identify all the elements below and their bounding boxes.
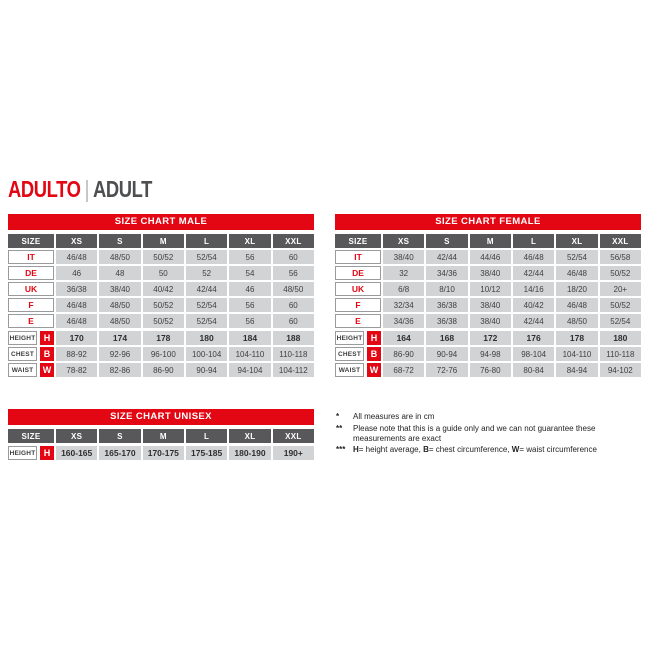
country-label: F [335,298,381,312]
size-value-cell: 48/50 [556,314,597,328]
footnote-key: H [353,445,359,455]
column-header-s: S [99,234,140,248]
column-header-l: L [186,234,227,248]
size-value-cell: 46/48 [556,266,597,280]
size-value-cell: 48 [99,266,140,280]
measurement-value-cell: 94-102 [600,363,641,377]
size-value-cell: 50/52 [143,250,184,264]
footnote [336,445,644,455]
size-value-cell: 20+ [600,282,641,296]
chart-title: SIZE CHART MALE [8,214,314,230]
measurement-value-cell: 170 [56,331,97,345]
country-label: UK [335,282,381,296]
measurement-value-cell: 180-190 [229,446,270,460]
size-value-cell: 38/40 [470,298,511,312]
measurement-row [8,331,314,345]
column-header-xxl: XXL [600,234,641,248]
measurement-value-cell: 90-94 [186,363,227,377]
measurement-label: WAIST [8,363,37,377]
column-header-m: M [143,234,184,248]
measurement-row [8,363,314,377]
footnote-text [353,445,644,455]
size-value-cell: 50/52 [600,298,641,312]
country-size-row [8,266,314,280]
footnote-marker: * [336,412,340,421]
footnote-segment: = chest circumference, [428,445,512,455]
measurement-key-badge: W [367,363,381,377]
size-value-cell: 46/48 [556,298,597,312]
footnote-text [353,424,644,444]
measurement-value-cell: 92-96 [99,347,140,361]
measurement-value-cell: 164 [383,331,424,345]
size-value-cell: 50 [143,266,184,280]
footnote-text [353,412,644,422]
measurement-value-cell: 72-76 [426,363,467,377]
country-label: DE [8,266,54,280]
footnote [336,424,644,444]
column-header-s: S [426,234,467,248]
measurement-key-badge: B [40,347,54,361]
country-label: DE [335,266,381,280]
measurement-value-cell: 104-110 [556,347,597,361]
measurement-label: CHEST [8,347,37,361]
measurement-value-cell: 184 [229,331,270,345]
size-value-cell: 50/52 [600,266,641,280]
column-header-xl: XL [556,234,597,248]
measurement-value-cell: 160-165 [56,446,97,460]
column-header-m: M [143,429,184,443]
measurement-value-cell: 104-110 [229,347,270,361]
column-header-xxl: XXL [273,429,314,443]
size-chart-female-table [335,214,641,379]
page-title [8,178,152,201]
measurement-key-badge: B [367,347,381,361]
size-value-cell: 38/40 [99,282,140,296]
title-adult: ADULT [92,176,152,202]
size-value-cell: 48/50 [99,250,140,264]
size-value-cell: 56/58 [600,250,641,264]
size-value-cell: 10/12 [470,282,511,296]
measurement-key-badge: H [40,446,54,460]
size-value-cell: 46 [56,266,97,280]
size-column-header: SIZE [8,429,54,443]
measurement-value-cell: 176 [513,331,554,345]
size-value-cell: 48/50 [273,282,314,296]
footnote-key: B [423,445,429,455]
size-value-cell: 42/44 [513,266,554,280]
measurement-label: HEIGHT [8,446,37,460]
size-value-cell: 52 [186,266,227,280]
column-header-xl: XL [229,234,270,248]
chart-title: SIZE CHART UNISEX [8,409,314,425]
size-value-cell: 46 [229,282,270,296]
measurement-value-cell: 174 [99,331,140,345]
country-size-row [335,266,641,280]
measurement-value-cell: 110-118 [273,347,314,361]
footnote-segment: Please note that this is a guide only and we can not guarantee these measurements are exact [353,423,596,443]
size-value-cell: 52/54 [186,314,227,328]
size-value-cell: 44/46 [470,250,511,264]
size-value-cell: 46/48 [513,250,554,264]
measurement-value-cell: 172 [470,331,511,345]
column-header-m: M [470,234,511,248]
size-value-cell: 14/16 [513,282,554,296]
footnote-marker: ** [336,423,343,433]
measurement-value-cell: 96-100 [143,347,184,361]
measurement-label: HEIGHT [335,331,364,345]
measurement-label-group [335,347,381,361]
size-value-cell: 50/52 [143,298,184,312]
size-value-cell: 42/44 [513,314,554,328]
size-value-cell: 60 [273,250,314,264]
footnote [336,412,644,422]
measurement-label-group [8,446,54,460]
measurement-value-cell: 90-94 [426,347,467,361]
measurement-value-cell: 94-104 [229,363,270,377]
title-adulto: ADULTO [8,176,81,202]
country-size-row [335,250,641,264]
measurement-value-cell: 86-90 [143,363,184,377]
size-value-cell: 36/38 [426,314,467,328]
size-value-cell: 6/8 [383,282,424,296]
measurement-value-cell: 94-98 [470,347,511,361]
column-header-row [8,429,314,443]
size-value-cell: 48/50 [99,314,140,328]
country-size-row [8,298,314,312]
measurement-value-cell: 82-86 [99,363,140,377]
column-header-s: S [99,429,140,443]
size-value-cell: 52/54 [186,298,227,312]
measurement-label-group [8,363,54,377]
size-value-cell: 8/10 [426,282,467,296]
size-value-cell: 50/52 [143,314,184,328]
country-size-row [335,298,641,312]
measurement-value-cell: 88-92 [56,347,97,361]
size-value-cell: 52/54 [186,250,227,264]
column-header-row [335,234,641,248]
measurement-row [335,347,641,361]
country-size-row [8,314,314,328]
footnote-key: W [511,445,520,455]
measurement-value-cell: 78-82 [56,363,97,377]
size-value-cell: 48/50 [99,298,140,312]
size-column-header: SIZE [8,234,54,248]
column-header-xl: XL [229,429,270,443]
country-size-row [335,314,641,328]
measurement-label: HEIGHT [8,331,37,345]
column-header-xs: XS [56,429,97,443]
measurement-value-cell: 100-104 [186,347,227,361]
column-header-xs: XS [383,234,424,248]
column-header-xxl: XXL [273,234,314,248]
size-value-cell: 46/48 [56,250,97,264]
measurement-label: CHEST [335,347,364,361]
column-header-l: L [186,429,227,443]
size-column-header: SIZE [335,234,381,248]
size-value-cell: 56 [229,298,270,312]
measurement-value-cell: 188 [273,331,314,345]
size-value-cell: 32/34 [383,298,424,312]
country-label: IT [8,250,54,264]
measurement-key-badge: W [40,363,54,377]
country-size-row [8,282,314,296]
size-value-cell: 38/40 [470,266,511,280]
measurement-row [335,363,641,377]
size-value-cell: 60 [273,314,314,328]
size-chart-male-table [8,214,314,379]
measurement-row [335,331,641,345]
measurement-value-cell: 190+ [273,446,314,460]
footnote-segment: All measures are in cm [353,412,435,421]
measurement-value-cell: 178 [143,331,184,345]
measurement-row [8,446,314,460]
country-label: F [8,298,54,312]
measurement-value-cell: 180 [186,331,227,345]
size-value-cell: 56 [229,250,270,264]
column-header-xs: XS [56,234,97,248]
size-value-cell: 42/44 [426,250,467,264]
footnote-segment: = waist circumference [519,445,597,455]
country-label: E [335,314,381,328]
footnote-marker: *** [336,445,346,455]
size-value-cell: 32 [383,266,424,280]
size-value-cell: 56 [229,314,270,328]
measurement-row [8,347,314,361]
measurement-value-cell: 170-175 [143,446,184,460]
size-value-cell: 38/40 [383,250,424,264]
size-value-cell: 36/38 [426,298,467,312]
measurement-label-group [8,347,54,361]
footnote-segment: = height average, [358,445,424,455]
size-value-cell: 40/42 [513,298,554,312]
size-value-cell: 38/40 [470,314,511,328]
size-value-cell: 18/20 [556,282,597,296]
measurement-label-group [335,331,381,345]
size-value-cell: 42/44 [186,282,227,296]
size-value-cell: 40/42 [143,282,184,296]
title-divider: | [84,176,89,202]
footnotes [336,412,644,457]
country-label: UK [8,282,54,296]
size-value-cell: 36/38 [56,282,97,296]
chart-title: SIZE CHART FEMALE [335,214,641,230]
measurement-value-cell: 76-80 [470,363,511,377]
size-chart-unisex-table [8,409,314,462]
measurement-value-cell: 110-118 [600,347,641,361]
measurement-label-group [335,363,381,377]
country-size-row [8,250,314,264]
size-value-cell: 46/48 [56,314,97,328]
country-label: IT [335,250,381,264]
measurement-key-badge: H [40,331,54,345]
country-size-row [335,282,641,296]
measurement-value-cell: 86-90 [383,347,424,361]
measurement-value-cell: 104-112 [273,363,314,377]
measurement-value-cell: 84-94 [556,363,597,377]
measurement-label: WAIST [335,363,364,377]
measurement-value-cell: 178 [556,331,597,345]
size-value-cell: 46/48 [56,298,97,312]
size-value-cell: 54 [229,266,270,280]
size-value-cell: 52/54 [600,314,641,328]
column-header-l: L [513,234,554,248]
size-value-cell: 34/36 [426,266,467,280]
size-value-cell: 56 [273,266,314,280]
measurement-value-cell: 175-185 [186,446,227,460]
measurement-value-cell: 68-72 [383,363,424,377]
size-value-cell: 52/54 [556,250,597,264]
measurement-value-cell: 180 [600,331,641,345]
country-label: E [8,314,54,328]
size-value-cell: 34/36 [383,314,424,328]
measurement-key-badge: H [367,331,381,345]
measurement-value-cell: 80-84 [513,363,554,377]
measurement-label-group [8,331,54,345]
measurement-value-cell: 98-104 [513,347,554,361]
size-value-cell: 60 [273,298,314,312]
measurement-value-cell: 165-170 [99,446,140,460]
measurement-value-cell: 168 [426,331,467,345]
column-header-row [8,234,314,248]
